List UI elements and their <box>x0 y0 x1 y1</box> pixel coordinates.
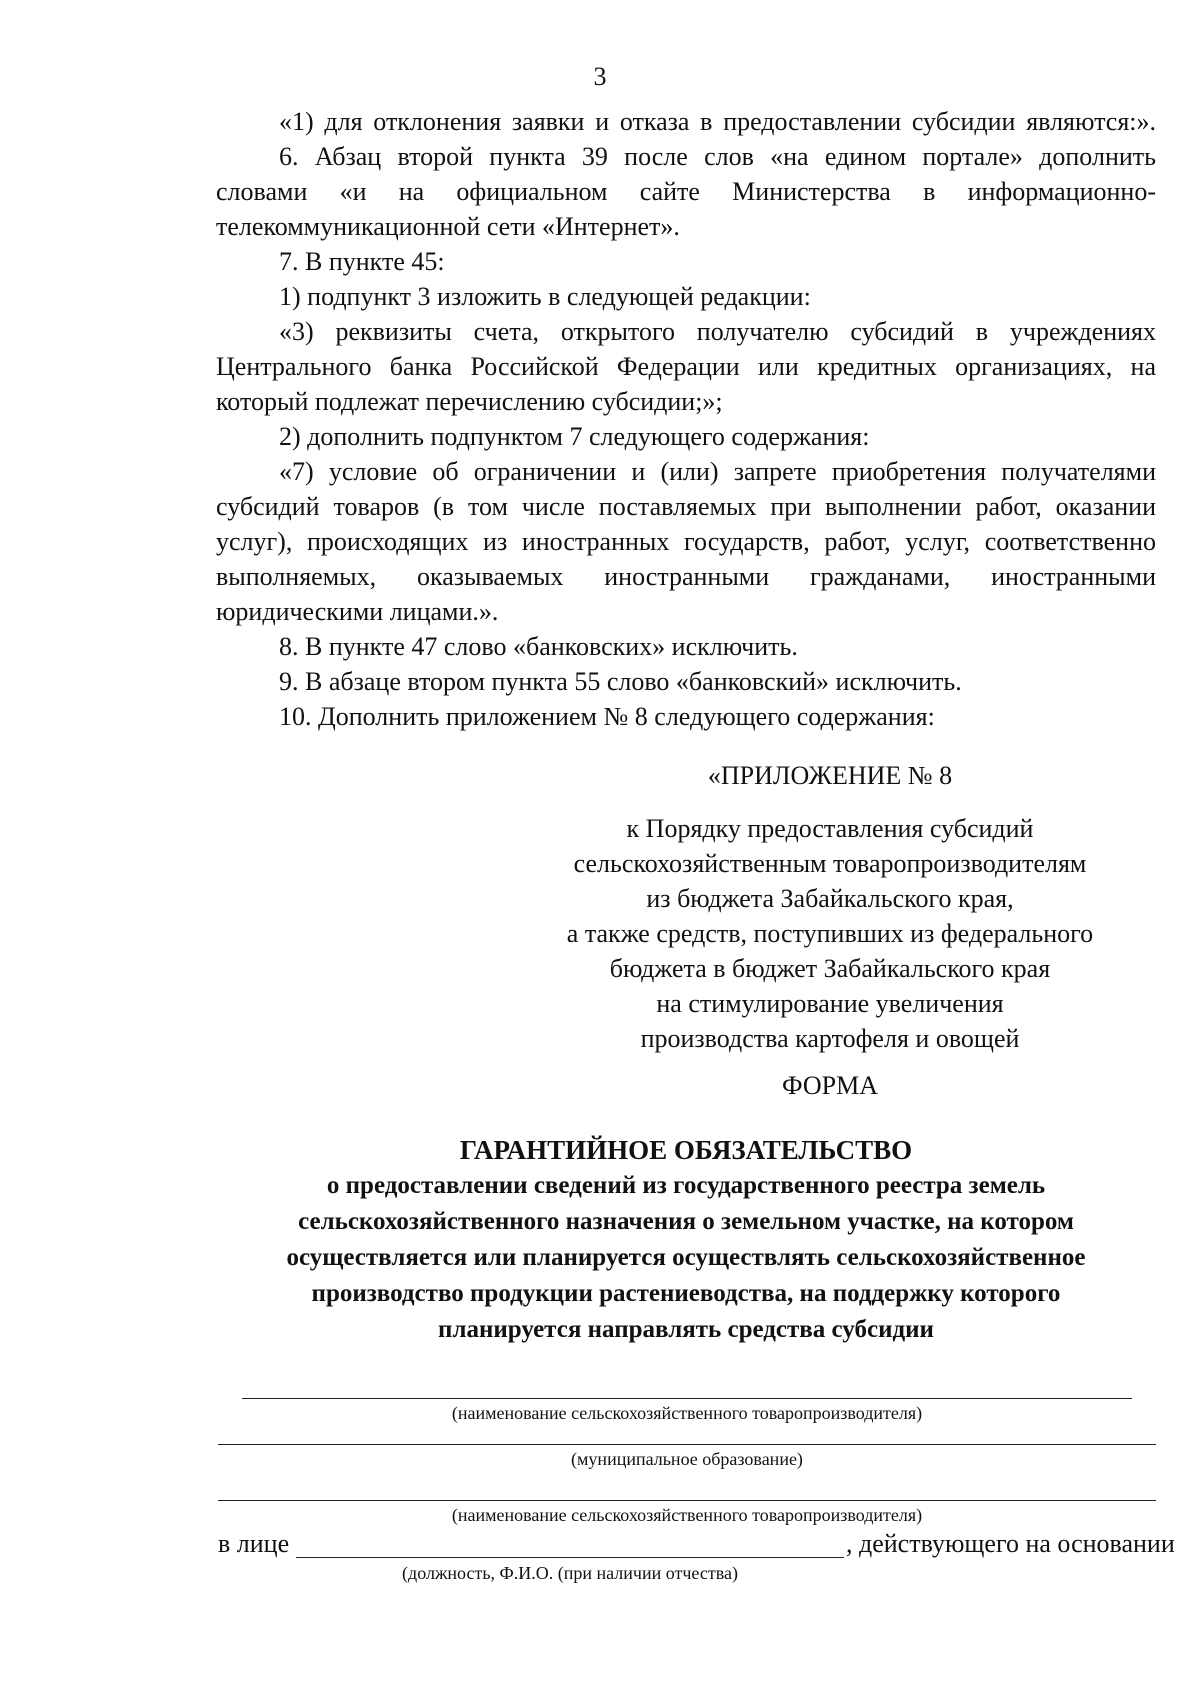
annex-line: производства картофеля и овощей <box>640 1024 1020 1053</box>
form-title: ГАРАНТИЙНОЕ ОБЯЗАТЕЛЬСТВО <box>459 1135 913 1165</box>
producer-name-field[interactable] <box>242 1398 1132 1399</box>
form-subtitle-line: осуществляется или планируется осуществлять сельскохозяйственное <box>286 1244 1086 1271</box>
form-subtitle-line: сельскохозяйственного назначения о земельном участке, на котором <box>298 1208 1074 1235</box>
annex-line: из бюджета Забайкальского края, <box>646 884 1014 913</box>
producer-name-field-2[interactable] <box>218 1500 1156 1501</box>
form-heading <box>216 1132 1156 1348</box>
form-subtitle-line: производство продукции растениеводства, на поддержку которого <box>311 1280 1061 1307</box>
page-number: 3 <box>593 62 607 91</box>
annex-line: на стимулирование увеличения <box>656 989 1004 1018</box>
form-subtitle-line: о предоставлении сведений из государственного реестра земель <box>326 1172 1046 1199</box>
paragraph: «1) для отклонения заявки и отказа в предоставлении субсидии являются:». <box>279 107 1156 136</box>
form-label: ФОРМА <box>782 1071 878 1100</box>
producer-name-caption-2: (наименование сельскохозяйственного товаропроизводителя) <box>451 1505 923 1525</box>
producer-name-caption: (наименование сельскохозяйственного товаропроизводителя) <box>451 1403 923 1423</box>
position-name-caption: (должность, Ф.И.О. (при наличии отчества) <box>402 1563 738 1583</box>
annex-line: сельскохозяйственным товаропроизводителям <box>573 849 1087 878</box>
paragraph: «3) реквизиты счета, открытого получателю субсидий в учреждениях Центрального банка Российской Федерации или кредитных организациях, на который подлежат перечислению субсидии;»; <box>216 317 1156 416</box>
paragraph: 6. Абзац второй пункта 39 после слов «на едином портале» дополнить словами «и на официальном сайте Министерства в информационно-телекоммуникационной сети «Интернет». <box>216 142 1156 241</box>
form-subtitle <box>216 1168 1156 1348</box>
body-text <box>216 104 1156 734</box>
paragraph: 8. В пункте 47 слово «банковских» исключить. <box>279 632 798 661</box>
annex-body <box>520 811 1140 1056</box>
annex-title: «ПРИЛОЖЕНИЕ № 8 <box>707 761 953 790</box>
municipality-field[interactable] <box>218 1444 1156 1445</box>
paragraph: 7. В пункте 45: <box>279 247 445 276</box>
paragraph: «7) условие об ограничении и (или) запрете приобретения получателями субсидий товаров (в том числе поставляемых при выполнении работ, оказании услуг), происходящих из иностранных государств, работ, услуг, соответственно выполняемых, оказываемых иностранными гражданами, иностранными юридическими лицами.». <box>216 457 1156 626</box>
acting-basis-label: , действующего на основании <box>846 1529 1175 1558</box>
annex-line: к Порядку предоставления субсидий <box>626 814 1034 843</box>
paragraph: 10. Дополнить приложением № 8 следующего содержания: <box>279 702 935 731</box>
paragraph: 9. В абзаце втором пункта 55 слово «банковский» исключить. <box>279 667 962 696</box>
annex-line: бюджета в бюджет Забайкальского края <box>609 954 1051 983</box>
in-person-label: в лице <box>218 1529 290 1558</box>
paragraph: 1) подпункт 3 изложить в следующей редакции: <box>279 282 811 311</box>
annex-line: а также средств, поступивших из федерального <box>566 919 1094 948</box>
municipality-caption: (муниципальное образование) <box>571 1449 803 1469</box>
position-name-field[interactable] <box>296 1557 844 1558</box>
form-subtitle-line: планируется направлять средства субсидии <box>438 1316 934 1343</box>
paragraph: 2) дополнить подпунктом 7 следующего содержания: <box>279 422 870 451</box>
